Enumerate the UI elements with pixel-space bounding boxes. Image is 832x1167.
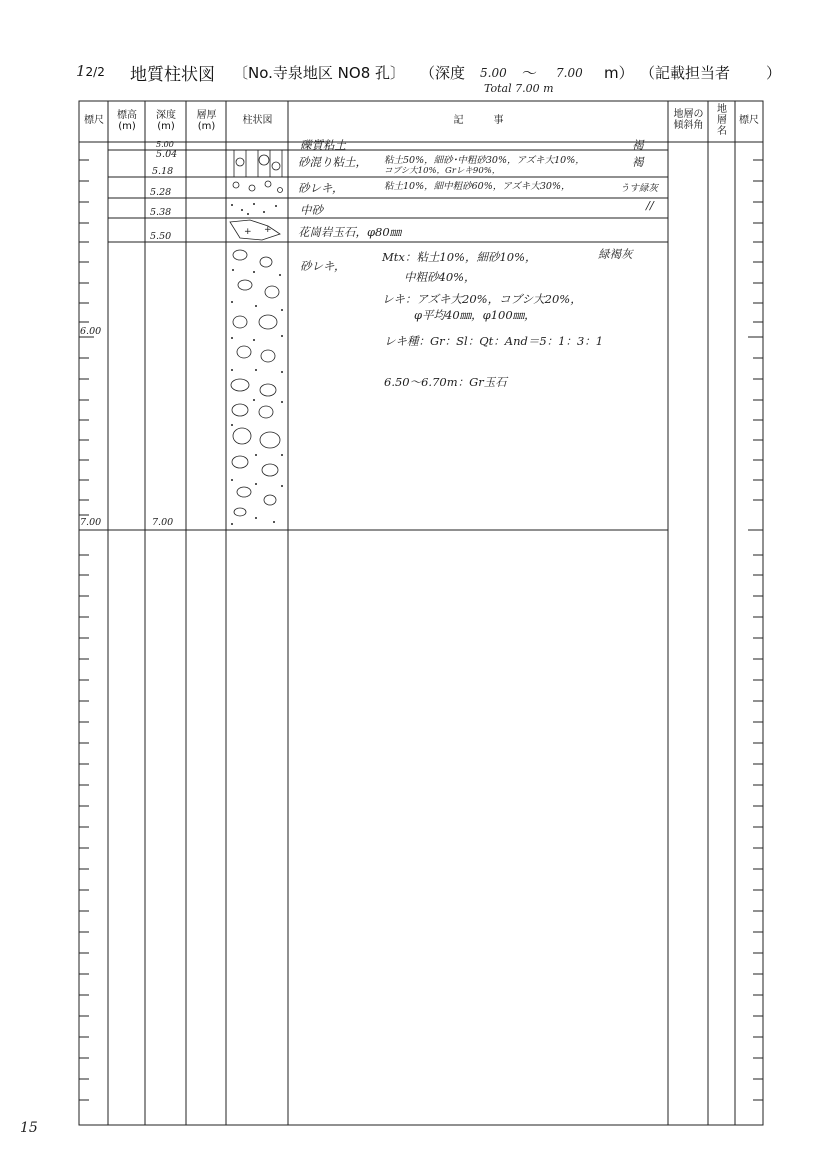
main-layer-line: φ平均40㎜，φ100㎜， <box>414 308 536 322</box>
column-chart-symbols <box>230 150 283 516</box>
layer-detail: 粘土50%，細砂･中粗砂30%，アズキ大10%， <box>384 155 585 166</box>
depth-mark: 5.18 <box>152 166 174 177</box>
depth-label: （深度 <box>420 64 466 82</box>
sheet-number: 12/2 <box>76 62 105 80</box>
layer-color: うす緑灰 <box>620 183 659 194</box>
depth-unit: m） <box>604 64 634 82</box>
layer-color: 褐 <box>632 155 644 169</box>
depth-mark: 5.00 <box>156 140 174 149</box>
column-chart-dots <box>231 203 283 525</box>
col-column-chart: 柱状図 <box>242 115 273 126</box>
depth-from: 5.00 <box>480 66 507 80</box>
total-depth: Total 7.00 m <box>484 82 554 95</box>
layer-desc: 砂混り粘土， <box>298 155 367 169</box>
main-layer-line: Mtx：粘土10%，細砂10%， <box>382 250 537 264</box>
main-layer-line: 中粗砂40%， <box>404 270 476 284</box>
layer-detail: 粘土10%，細中粗砂60%，アズキ大30%， <box>384 181 571 192</box>
layer-desc: 花崗岩玉石，φ80㎜ <box>298 225 402 239</box>
main-layer-name: 砂レキ， <box>300 259 346 273</box>
depth-mark: 5.38 <box>150 207 172 218</box>
depth-mark: 7.00 <box>152 517 174 528</box>
layer-desc: 中砂 <box>300 203 323 217</box>
scale-label: 7.00 <box>80 517 102 528</box>
col-depth: 深度 (m) <box>156 110 176 132</box>
main-layer-line: 6.50～6.70m：Gr玉石 <box>384 375 507 389</box>
depth-mark: 5.04 <box>156 149 178 160</box>
col-elevation: 標高 (m) <box>117 110 137 132</box>
col-thickness: 層厚 (m) <box>196 110 217 132</box>
hole-label: 〔No.寺泉地区 NO8 孔〕 <box>233 64 406 82</box>
depth-mark: 5.28 <box>150 187 172 198</box>
main-layer-color: 緑褐灰 <box>598 247 633 261</box>
depth-to: 7.00 <box>556 66 583 80</box>
recorder-tail: ） <box>766 64 782 82</box>
recorder-label: （記載担当者 <box>640 64 731 82</box>
scale-label: 6.00 <box>80 326 102 337</box>
col-dip: 地層の 傾斜角 <box>673 109 704 131</box>
layer-desc: 礫質粘土 <box>300 138 346 152</box>
layer-color: 褐 <box>632 138 644 152</box>
col-remarks: 記 事 <box>453 115 504 126</box>
main-layer-line: レキ：アズキ大20%，コブシ大20%， <box>382 292 582 306</box>
layer-desc: 砂レキ， <box>298 181 344 195</box>
col-formation: 地層名 <box>717 104 727 137</box>
main-layer-line: レキ種：Gr：Sl：Qt：And＝5：1：3：1 <box>384 334 604 348</box>
document-title: 地質柱状図 <box>130 65 215 85</box>
col-scale-left: 標尺 <box>84 115 104 126</box>
layer-detail: コブシ大10%，Grレキ90%， <box>384 166 501 176</box>
layer-color: // <box>646 198 654 212</box>
page-number: 15 <box>20 1120 38 1136</box>
col-scale-right: 標尺 <box>739 115 759 126</box>
depth-tilde: ～ <box>522 64 538 82</box>
svg-text:+: + <box>264 225 272 235</box>
depth-mark: 5.50 <box>150 231 172 242</box>
svg-text:+: + <box>244 227 252 237</box>
